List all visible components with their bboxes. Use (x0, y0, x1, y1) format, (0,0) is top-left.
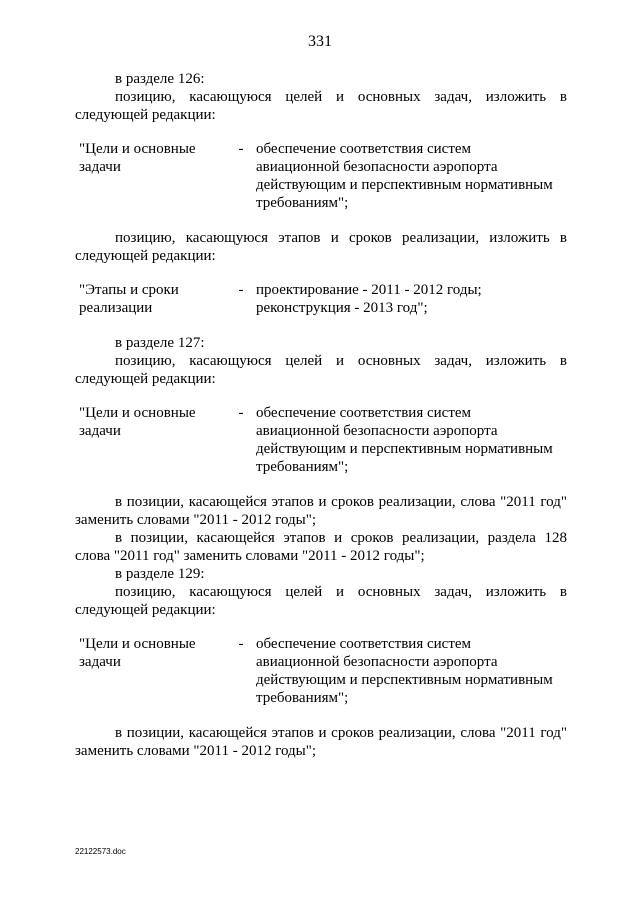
paragraph: в разделе 126: (115, 71, 205, 87)
paragraph: позицию, касающуюся целей и основных задач, изложить в (115, 89, 567, 105)
paragraph: в разделе 127: (115, 335, 205, 351)
definition-label: "Цели и основные задачи (79, 636, 196, 670)
definition-block (75, 140, 567, 212)
paragraph: в позиции, касающейся этапов и сроков реализации, слова "2011 год" заменить словами "2011 - 2012 годы"; (75, 494, 567, 528)
paragraph: позицию, касающуюся этапов и сроков реализации, изложить в (115, 230, 567, 246)
paragraph: следующей редакции: (75, 248, 216, 264)
definition-value: обеспечение соответствия систем авиационной безопасности аэропорта действующим и перспективным нормативным требованиям"; (256, 141, 553, 211)
paragraph: позицию, касающуюся целей и основных задач, изложить в (115, 584, 567, 600)
paragraph: в позиции, касающейся этапов и сроков реализации, слова "2011 год" заменить словами "2011 - 2012 годы"; (75, 725, 567, 759)
definition-value: обеспечение соответствия систем авиационной безопасности аэропорта действующим и перспективным нормативным требованиям"; (256, 636, 553, 706)
document-filename: 22122573.doc (75, 847, 126, 856)
definition-label: "Этапы и сроки реализации (79, 282, 179, 316)
definition-dash: - (238, 141, 244, 157)
definition-label: "Цели и основные задачи (79, 405, 196, 439)
paragraph: в разделе 129: (115, 566, 205, 582)
definition-block (75, 281, 567, 317)
definition-value: проектирование - 2011 - 2012 годы; реконструкция - 2013 год"; (256, 282, 482, 316)
paragraph: в позиции, касающейся этапов и сроков реализации, раздела 128 слова "2011 год" заменить словами "2011 - 2012 годы"; (75, 530, 567, 564)
paragraph: позицию, касающуюся целей и основных задач, изложить в (115, 353, 567, 369)
paragraph: следующей редакции: (75, 107, 216, 123)
definition-dash: - (238, 405, 244, 421)
definition-block (75, 404, 567, 476)
document-body (75, 70, 567, 760)
paragraph: следующей редакции: (75, 371, 216, 387)
paragraph: следующей редакции: (75, 602, 216, 618)
definition-block (75, 635, 567, 707)
page-number: 331 (308, 33, 332, 50)
definition-dash: - (238, 636, 244, 652)
definition-dash: - (238, 282, 244, 298)
definition-label: "Цели и основные задачи (79, 141, 196, 175)
definition-value: обеспечение соответствия систем авиационной безопасности аэропорта действующим и перспективным нормативным требованиям"; (256, 405, 553, 475)
